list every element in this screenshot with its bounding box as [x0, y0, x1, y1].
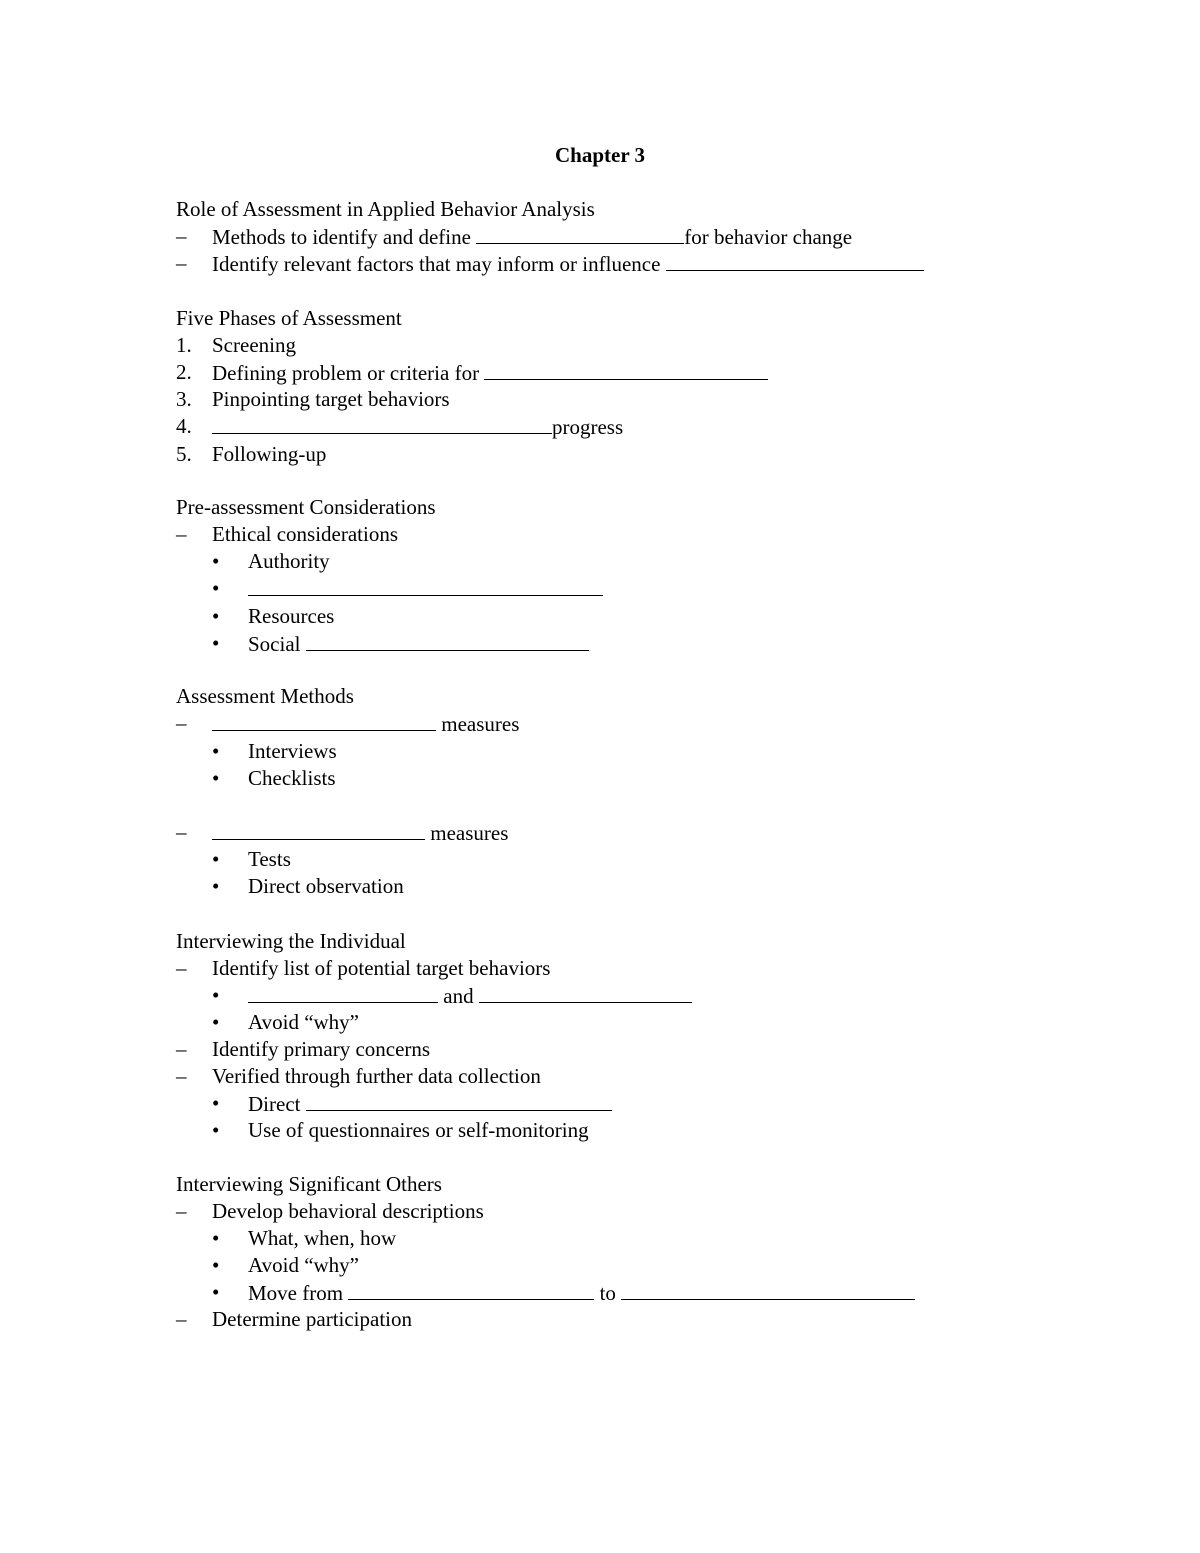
bullet-marker: •	[212, 874, 220, 898]
dash-marker: –	[176, 1199, 187, 1223]
fill-in-blank	[212, 819, 425, 840]
item-text: measures	[436, 712, 520, 736]
bullet-item	[212, 982, 656, 1010]
bullet-marker: •	[212, 1280, 220, 1304]
dash-marker: –	[176, 1307, 187, 1331]
fill-in-blank	[212, 413, 552, 434]
bullet-item	[212, 1117, 589, 1144]
item-text: Defining problem or criteria for	[212, 361, 485, 385]
item-text: Identify primary concerns	[212, 1037, 431, 1061]
fill-in-blank	[666, 250, 924, 271]
list-item	[176, 1063, 541, 1090]
section-heading-individual: Interviewing the Individual	[176, 929, 406, 953]
bullet-item	[212, 1252, 359, 1279]
item-text: Identify list of potential target behaviors	[212, 956, 551, 980]
bullet-item	[212, 738, 337, 765]
list-item	[176, 332, 296, 359]
item-text: Checklists	[248, 766, 336, 790]
item-text: Resources	[248, 604, 335, 628]
bullet-item	[212, 575, 567, 603]
dash-marker: –	[176, 1064, 187, 1088]
dash-marker: –	[176, 522, 187, 546]
item-text: Social	[248, 632, 306, 656]
list-item	[176, 1306, 413, 1333]
item-text: Avoid “why”	[248, 1010, 359, 1034]
item-text: Identify relevant factors that may inform or influence	[212, 252, 666, 276]
fill-in-blank	[621, 1279, 915, 1300]
item-text: Direct observation	[248, 874, 404, 898]
item-text: Develop behavioral descriptions	[212, 1199, 484, 1223]
number-marker: 5.	[176, 442, 192, 466]
bullet-marker: •	[212, 604, 220, 628]
section-heading-role: Role of Assessment in Applied Behavior Analysis	[176, 197, 595, 221]
list-item	[176, 1198, 484, 1225]
item-text: Methods to identify and define	[212, 225, 477, 249]
bullet-item	[212, 873, 404, 900]
fill-in-blank	[248, 575, 603, 596]
item-text: Interviews	[248, 739, 337, 763]
bullet-marker: •	[212, 576, 220, 600]
bullet-marker: •	[212, 847, 220, 871]
fill-in-blank	[484, 359, 768, 380]
item-text: Verified through further data collection	[212, 1064, 541, 1088]
dash-marker: –	[176, 820, 187, 844]
list-item	[176, 223, 853, 251]
bullet-item	[212, 630, 553, 658]
dash-marker: –	[176, 1037, 187, 1061]
list-item	[176, 710, 520, 738]
list-item	[176, 250, 888, 278]
fill-in-blank	[306, 1090, 612, 1111]
list-item	[176, 819, 509, 847]
fill-in-blank	[348, 1279, 594, 1300]
bullet-marker: •	[212, 739, 220, 763]
item-text: Following-up	[212, 442, 327, 466]
bullet-marker: •	[212, 766, 220, 790]
bullet-item	[212, 1009, 359, 1036]
bullet-marker: •	[212, 1226, 220, 1250]
item-text: measures	[425, 821, 509, 845]
item-text: Pinpointing target behaviors	[212, 387, 450, 411]
item-text: to	[594, 1281, 622, 1305]
list-item	[176, 386, 450, 413]
bullet-item	[212, 1279, 879, 1307]
item-text: Determine participation	[212, 1307, 413, 1331]
bullet-marker: •	[212, 1253, 220, 1277]
section-heading-pre-assessment: Pre-assessment Considerations	[176, 495, 436, 519]
bullet-item	[212, 765, 336, 792]
bullet-item	[212, 846, 291, 873]
dash-marker: –	[176, 711, 187, 735]
section-heading-methods: Assessment Methods	[176, 684, 354, 708]
item-text: and	[438, 984, 479, 1008]
bullet-marker: •	[212, 549, 220, 573]
dash-marker: –	[176, 956, 187, 980]
item-text: progress	[552, 415, 624, 439]
item-text: Authority	[248, 549, 330, 573]
section-heading-significant-others: Interviewing Significant Others	[176, 1172, 442, 1196]
bullet-marker: •	[212, 631, 220, 655]
section-heading-phases: Five Phases of Assessment	[176, 306, 402, 330]
bullet-marker: •	[212, 1091, 220, 1115]
item-text: Avoid “why”	[248, 1253, 359, 1277]
bullet-item	[212, 603, 335, 630]
fill-in-blank	[248, 982, 438, 1003]
dash-marker: –	[176, 224, 187, 248]
fill-in-blank	[476, 223, 684, 244]
number-marker: 3.	[176, 387, 192, 411]
bullet-item	[212, 1225, 397, 1252]
bullet-marker: •	[212, 1010, 220, 1034]
bullet-item	[212, 1090, 576, 1118]
number-marker: 1.	[176, 333, 192, 357]
fill-in-blank	[479, 982, 692, 1003]
bullet-marker: •	[212, 1118, 220, 1142]
bullet-marker: •	[212, 983, 220, 1007]
list-item	[176, 441, 327, 468]
list-item	[176, 359, 732, 387]
item-text: Ethical considerations	[212, 522, 399, 546]
fill-in-blank	[306, 630, 589, 651]
item-text: Direct	[248, 1092, 306, 1116]
item-text: What, when, how	[248, 1226, 397, 1250]
list-item	[176, 521, 399, 548]
number-marker: 4.	[176, 414, 192, 438]
bullet-item	[212, 548, 330, 575]
list-item	[176, 955, 551, 982]
item-text: Screening	[212, 333, 296, 357]
number-marker: 2.	[176, 360, 192, 384]
list-item	[176, 1036, 431, 1063]
item-text: Move from	[248, 1281, 349, 1305]
fill-in-blank	[212, 710, 436, 731]
item-text: for behavior change	[684, 225, 853, 249]
item-text: Use of questionnaires or self-monitoring	[248, 1118, 589, 1142]
list-item	[176, 413, 624, 441]
page-title: Chapter 3	[554, 143, 646, 167]
item-text: Tests	[248, 847, 291, 871]
dash-marker: –	[176, 251, 187, 275]
